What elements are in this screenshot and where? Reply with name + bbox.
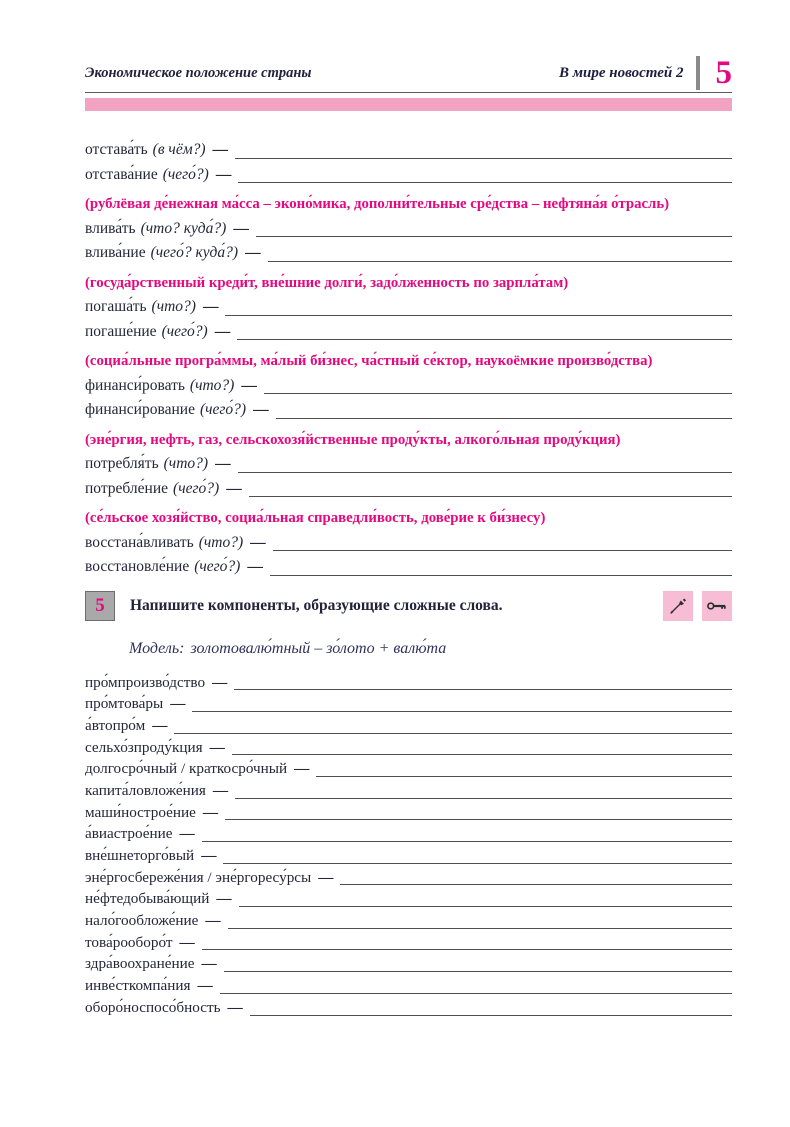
compound-word: вне́шнеторго́вый [85, 847, 195, 864]
vocab-word: отстава́ние [85, 165, 158, 183]
answer-blank [238, 459, 732, 473]
compound-word: про́мтова́ры [85, 695, 164, 713]
vocab-question: (чего́?) [199, 401, 247, 418]
dash: — [201, 955, 217, 973]
book-title: В мире новостей 2 [559, 64, 684, 81]
word-bank-hint: (госуда́рственный креди́т, вне́шние долги́, задо́лженность по зарпла́там) [85, 274, 569, 291]
vocab-word: восстановле́ние [85, 558, 190, 575]
compound-word: про́мпроизво́дство [85, 673, 206, 691]
exercise-icons [663, 591, 732, 621]
model-line [129, 640, 732, 658]
dash: — [215, 455, 231, 472]
word-bank-hint: (рублёвая де́нежная ма́сса – эконо́мика, дополни́тельные сре́дства – нефтяна́я о́трасль) [85, 196, 670, 212]
page-number: 5 [715, 55, 732, 91]
compound-word-row [85, 910, 732, 932]
answer-blank [316, 763, 732, 777]
answer-blank [276, 405, 732, 419]
compound-word: оборо́носпосо́бность [85, 998, 221, 1016]
vocab-row [85, 452, 732, 477]
answer-blank [239, 893, 732, 907]
compound-word-row [85, 737, 732, 759]
vocab-word: погаша́ть [85, 298, 147, 315]
answer-blank [270, 562, 732, 576]
compound-word: не́фтедобыва́ющий [85, 890, 210, 908]
compound-word-row [85, 845, 732, 867]
vocab-word: восстана́вливать [85, 533, 194, 551]
dash: — [212, 781, 229, 799]
answer-blank [249, 483, 732, 497]
answer-blank [202, 828, 732, 842]
vocab-row [85, 555, 732, 580]
dash: — [212, 141, 229, 158]
dash: — [170, 695, 186, 713]
answer-blank [273, 537, 732, 551]
dash: — [233, 219, 249, 237]
dash: — [250, 533, 266, 551]
dash: — [212, 673, 228, 691]
exercise-header [85, 591, 732, 621]
dash: — [241, 376, 257, 394]
answer-blank [232, 741, 732, 755]
compound-word: а́втопро́м [85, 716, 146, 734]
vocab-word: отстава́ть [85, 141, 148, 158]
compound-word-list [85, 672, 732, 1019]
compound-word: эне́ргосбереже́ния / эне́ргоресу́рсы [85, 868, 312, 886]
dash: — [227, 998, 243, 1016]
dash: — [205, 912, 221, 930]
answer-blank [340, 871, 732, 885]
vocab-question: (чего́?) [173, 479, 220, 497]
dash: — [226, 479, 242, 497]
dash: — [201, 847, 217, 864]
vocab-question: (чего́? куда́?) [150, 244, 239, 261]
compound-word-row [85, 997, 732, 1019]
compound-word: а́виастрое́ние [85, 825, 173, 843]
vocab-question: (что?) [151, 298, 196, 315]
vocab-question: (в чём?) [152, 141, 206, 158]
answer-blank [238, 169, 732, 183]
vocab-row [85, 477, 732, 502]
compound-word-row [85, 867, 732, 889]
exercise-instruction: Напишите компоненты, образующие сложные слова. [130, 596, 503, 614]
vocab-section [85, 138, 732, 580]
vocab-question: (чего́?) [161, 322, 208, 340]
dash: — [247, 558, 263, 575]
compound-word-row [85, 953, 732, 975]
vocab-row [85, 398, 732, 423]
compound-word: капита́ловложе́ния [85, 781, 206, 799]
dash: — [179, 933, 195, 951]
vocab-row [85, 295, 732, 320]
dash: — [245, 244, 261, 261]
compound-word-row [85, 672, 732, 694]
compound-word-row [85, 932, 732, 954]
dash: — [152, 716, 168, 734]
vocab-question: (что?) [189, 376, 235, 394]
dash: — [294, 760, 310, 778]
dash: — [318, 868, 334, 886]
answer-blank [235, 785, 732, 799]
vocab-row [85, 374, 732, 399]
exercise-number-box [85, 591, 115, 621]
vocab-row [85, 217, 732, 242]
vocab-row [85, 531, 732, 556]
vocab-question: (что?) [163, 455, 209, 472]
answer-blank [223, 850, 732, 864]
compound-word-row [85, 780, 732, 802]
vocab-question: (чего́?) [162, 165, 209, 183]
answer-blank [234, 676, 732, 690]
vocab-word: финанси́ровать [85, 376, 185, 394]
vocab-word: влива́ние [85, 244, 146, 261]
compound-word-row [85, 888, 732, 910]
answer-blank [225, 806, 732, 820]
compound-word: нало́гообложе́ние [85, 912, 199, 930]
vocab-word: финанси́рование [85, 401, 195, 418]
model-label: Модель: [129, 639, 185, 657]
vocab-row [85, 320, 732, 345]
dash: — [197, 977, 213, 995]
vocab-question: (что? куда́?) [140, 219, 227, 237]
answer-blank [235, 145, 732, 159]
vocab-word: потребля́ть [85, 455, 159, 472]
compound-word-row [85, 802, 732, 824]
dash: — [209, 738, 225, 756]
dash: — [179, 825, 195, 843]
vocab-question: (что?) [198, 533, 244, 551]
answer-blank [256, 223, 732, 237]
answer-blank [225, 302, 732, 316]
section-title: Экономическое положение страны [85, 64, 312, 81]
word-bank-hint: (се́льское хозя́йство, социа́льная справедли́вость, дове́рие к би́знесу) [85, 510, 546, 526]
answer-blank [220, 980, 732, 994]
page-header [85, 0, 732, 90]
answer-blank [228, 915, 732, 929]
answer-blank [264, 380, 732, 394]
vocab-word: влива́ть [85, 219, 136, 237]
vocab-word: потребле́ние [85, 479, 169, 497]
answer-blank [202, 936, 732, 950]
compound-word: инве́сткомпа́ния [85, 977, 191, 995]
compound-word-row [85, 715, 732, 737]
vocab-row [85, 138, 732, 163]
exercise-number: 5 [95, 594, 105, 616]
key-icon [702, 591, 732, 621]
dash: — [202, 803, 219, 821]
answer-blank [224, 958, 732, 972]
dash: — [215, 165, 232, 183]
compound-word: здра́воохране́ние [85, 955, 195, 973]
answer-blank [268, 248, 732, 262]
vocab-question: (чего́?) [194, 558, 241, 575]
word-bank-hint: (социа́льные програ́ммы, ма́лый би́знес, ча́стный се́ктор, наукоёмкие произво́дства) [85, 353, 653, 369]
compound-word: това́рооборо́т [85, 933, 173, 951]
answer-blank [237, 326, 732, 340]
answer-blank [250, 1002, 732, 1016]
answer-blank [192, 698, 732, 712]
compound-word-row [85, 975, 732, 997]
compound-word: маши́нострое́ние [85, 803, 196, 821]
model-text: золотовалю́тный – зо́лото + валю́та [190, 639, 447, 657]
compound-word: долгосро́чный / краткосро́чный [85, 760, 288, 778]
compound-word-row [85, 823, 732, 845]
word-bank-hint: (эне́ргия, нефть, газ, сельскохозя́йственные проду́кты, алкого́льная проду́кция) [85, 431, 621, 448]
compound-word: сельхо́зпроду́кция [85, 738, 203, 756]
dash: — [253, 401, 269, 418]
header-rule [85, 92, 732, 93]
dash: — [214, 322, 231, 340]
compound-word-row [85, 758, 732, 780]
vocab-row [85, 241, 732, 266]
page-number-divider [696, 56, 700, 90]
pen-icon [663, 591, 693, 621]
dash: — [216, 890, 232, 908]
header-pink-bar [85, 98, 732, 111]
vocab-row [85, 163, 732, 188]
dash: — [202, 298, 219, 315]
answer-blank [174, 720, 732, 734]
compound-word-row [85, 693, 732, 715]
vocab-word: погаше́ние [85, 322, 157, 340]
